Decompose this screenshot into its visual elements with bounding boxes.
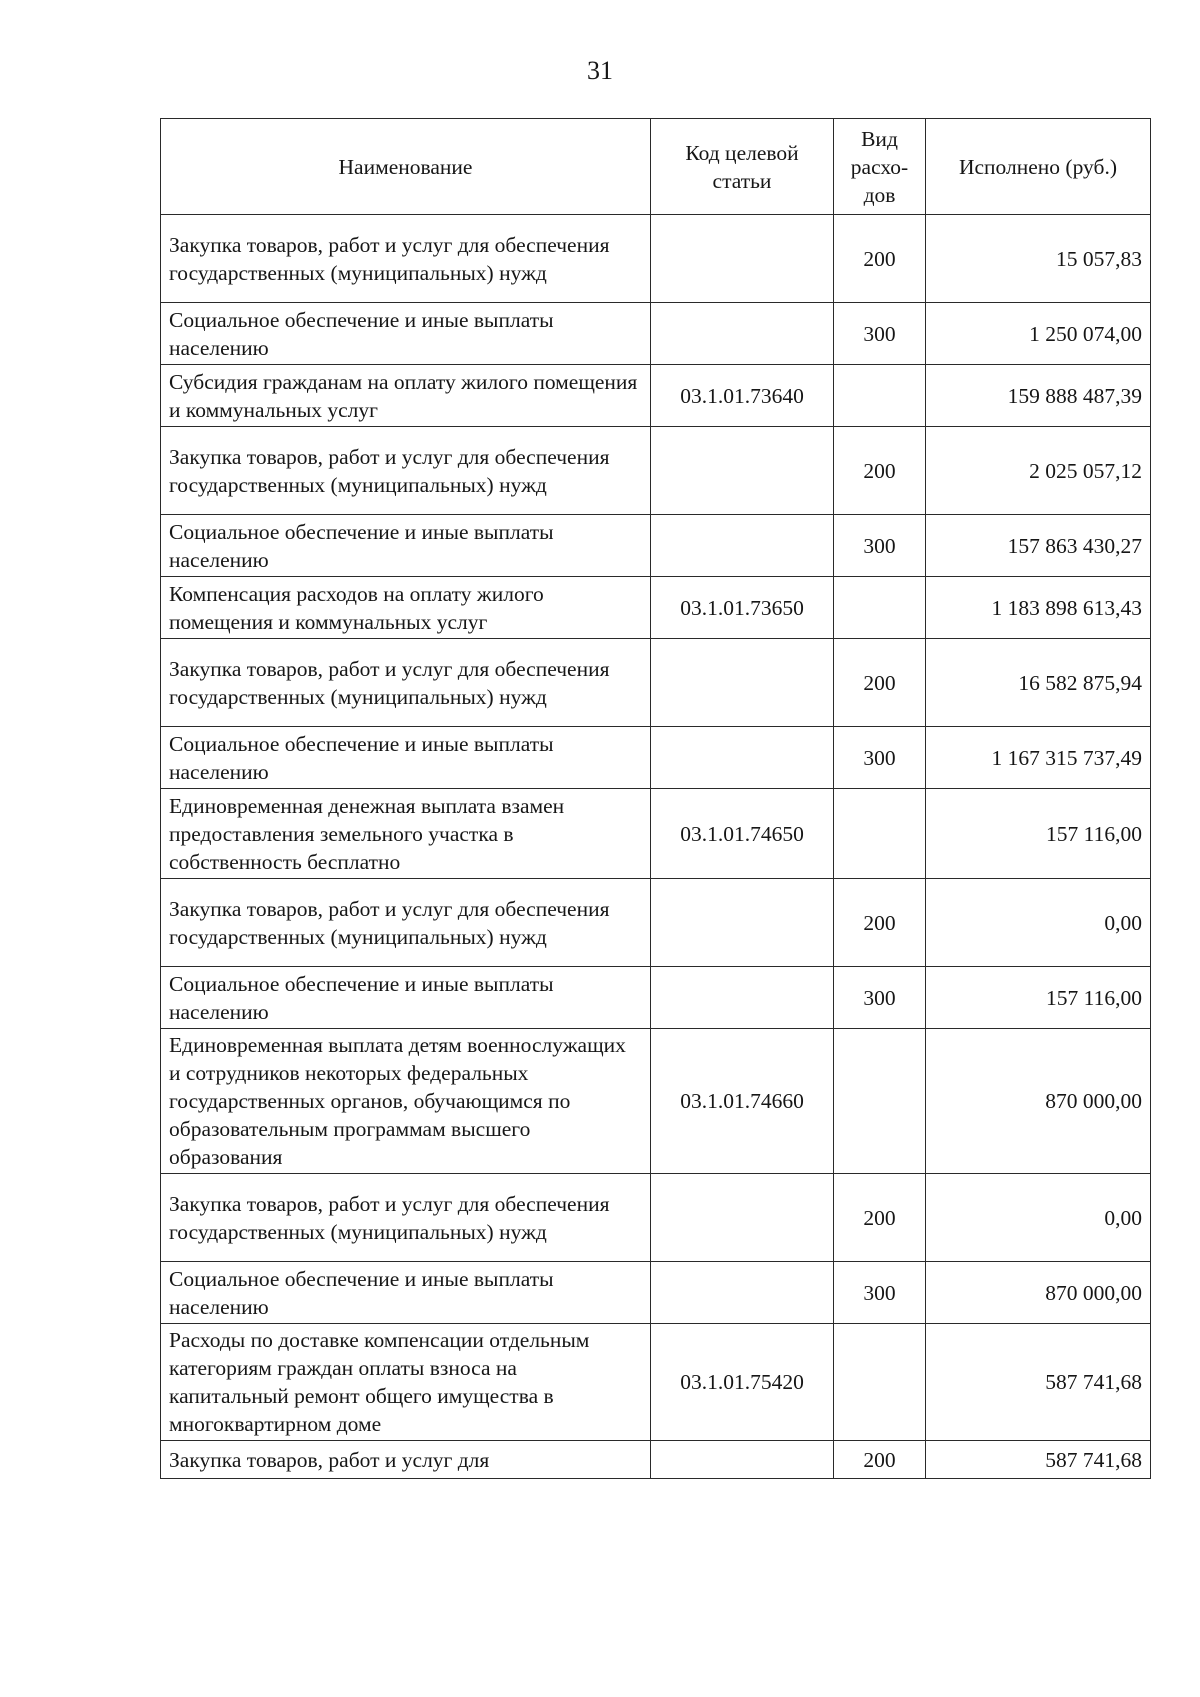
row-name-cell: Закупка товаров, работ и услуг для [161, 1441, 651, 1479]
table-row [161, 577, 1151, 639]
row-code-cell [651, 1174, 834, 1262]
row-sum-cell: 587 741,68 [926, 1324, 1151, 1441]
row-kind-cell [834, 577, 926, 639]
row-name-cell: Социальное обеспечение и иные выплаты населению [161, 1262, 651, 1324]
row-name-cell: Закупка товаров, работ и услуг для обеспечения государственных (муниципальных) нужд [161, 1174, 651, 1262]
row-name-cell: Субсидия гражданам на оплату жилого помещения и коммунальных услуг [161, 365, 651, 427]
row-code-cell [651, 1262, 834, 1324]
row-sum-cell: 157 863 430,27 [926, 515, 1151, 577]
row-code-cell: 03.1.01.74660 [651, 1029, 834, 1174]
header-sum: Исполнено (руб.) [926, 119, 1151, 215]
row-kind-cell: 300 [834, 1262, 926, 1324]
row-kind-cell: 200 [834, 215, 926, 303]
table-row [161, 1262, 1151, 1324]
row-kind-cell: 300 [834, 303, 926, 365]
row-code-cell [651, 427, 834, 515]
row-name-cell: Компенсация расходов на оплату жилого помещения и коммунальных услуг [161, 577, 651, 639]
header-code: Код целевой статьи [651, 119, 834, 215]
row-sum-cell: 0,00 [926, 879, 1151, 967]
row-code-cell [651, 215, 834, 303]
row-code-cell: 03.1.01.75420 [651, 1324, 834, 1441]
row-sum-cell: 157 116,00 [926, 967, 1151, 1029]
row-name-cell: Социальное обеспечение и иные выплаты населению [161, 727, 651, 789]
row-kind-cell: 200 [834, 879, 926, 967]
table-row [161, 1029, 1151, 1174]
row-code-cell: 03.1.01.73640 [651, 365, 834, 427]
row-code-cell [651, 303, 834, 365]
table-row [161, 639, 1151, 727]
table-row [161, 1174, 1151, 1262]
table-row [161, 967, 1151, 1029]
row-name-cell: Закупка товаров, работ и услуг для обеспечения государственных (муниципальных) нужд [161, 879, 651, 967]
table-row [161, 1324, 1151, 1441]
row-sum-cell: 870 000,00 [926, 1029, 1151, 1174]
header-name: Наименование [161, 119, 651, 215]
row-name-cell: Закупка товаров, работ и услуг для обеспечения государственных (муниципальных) нужд [161, 639, 651, 727]
header-kind: Вид расхо- дов [834, 119, 926, 215]
row-sum-cell: 870 000,00 [926, 1262, 1151, 1324]
row-sum-cell: 159 888 487,39 [926, 365, 1151, 427]
row-name-cell: Закупка товаров, работ и услуг для обеспечения государственных (муниципальных) нужд [161, 215, 651, 303]
row-kind-cell [834, 1029, 926, 1174]
budget-execution-table [160, 118, 1151, 1479]
row-name-cell: Социальное обеспечение и иные выплаты населению [161, 515, 651, 577]
table-row [161, 215, 1151, 303]
row-kind-cell: 300 [834, 515, 926, 577]
row-code-cell [651, 967, 834, 1029]
row-sum-cell: 15 057,83 [926, 215, 1151, 303]
row-sum-cell: 1 183 898 613,43 [926, 577, 1151, 639]
row-sum-cell: 0,00 [926, 1174, 1151, 1262]
row-kind-cell: 300 [834, 967, 926, 1029]
row-code-cell: 03.1.01.73650 [651, 577, 834, 639]
row-kind-cell: 300 [834, 727, 926, 789]
row-sum-cell: 2 025 057,12 [926, 427, 1151, 515]
row-sum-cell: 587 741,68 [926, 1441, 1151, 1479]
row-name-cell: Единовременная выплата детям военнослужащих и сотрудников некоторых федеральных государственных органов, обучающимся по образовательным программам высшего образования [161, 1029, 651, 1174]
row-name-cell: Расходы по доставке компенсации отдельным категориям граждан оплаты взноса на капитальный ремонт общего имущества в многоквартирном доме [161, 1324, 651, 1441]
table-row [161, 365, 1151, 427]
row-code-cell: 03.1.01.74650 [651, 789, 834, 879]
row-code-cell [651, 639, 834, 727]
row-code-cell [651, 727, 834, 789]
row-code-cell [651, 515, 834, 577]
table-body [161, 215, 1151, 1479]
row-kind-cell: 200 [834, 1441, 926, 1479]
row-name-cell: Закупка товаров, работ и услуг для обеспечения государственных (муниципальных) нужд [161, 427, 651, 515]
table-row [161, 879, 1151, 967]
row-code-cell [651, 879, 834, 967]
row-kind-cell: 200 [834, 639, 926, 727]
row-kind-cell [834, 1324, 926, 1441]
row-name-cell: Социальное обеспечение и иные выплаты населению [161, 967, 651, 1029]
table-row [161, 727, 1151, 789]
row-kind-cell [834, 789, 926, 879]
row-name-cell: Социальное обеспечение и иные выплаты населению [161, 303, 651, 365]
table-row [161, 303, 1151, 365]
page-number: 31 [587, 56, 613, 85]
row-kind-cell [834, 365, 926, 427]
row-sum-cell: 157 116,00 [926, 789, 1151, 879]
row-sum-cell: 16 582 875,94 [926, 639, 1151, 727]
row-name-cell: Единовременная денежная выплата взамен предоставления земельного участка в собственность бесплатно [161, 789, 651, 879]
table-row [161, 789, 1151, 879]
row-kind-cell: 200 [834, 427, 926, 515]
row-code-cell [651, 1441, 834, 1479]
row-sum-cell: 1 167 315 737,49 [926, 727, 1151, 789]
table-row [161, 1441, 1151, 1479]
table-row [161, 515, 1151, 577]
table-header-row [161, 119, 1151, 215]
table-row [161, 427, 1151, 515]
row-sum-cell: 1 250 074,00 [926, 303, 1151, 365]
row-kind-cell: 200 [834, 1174, 926, 1262]
